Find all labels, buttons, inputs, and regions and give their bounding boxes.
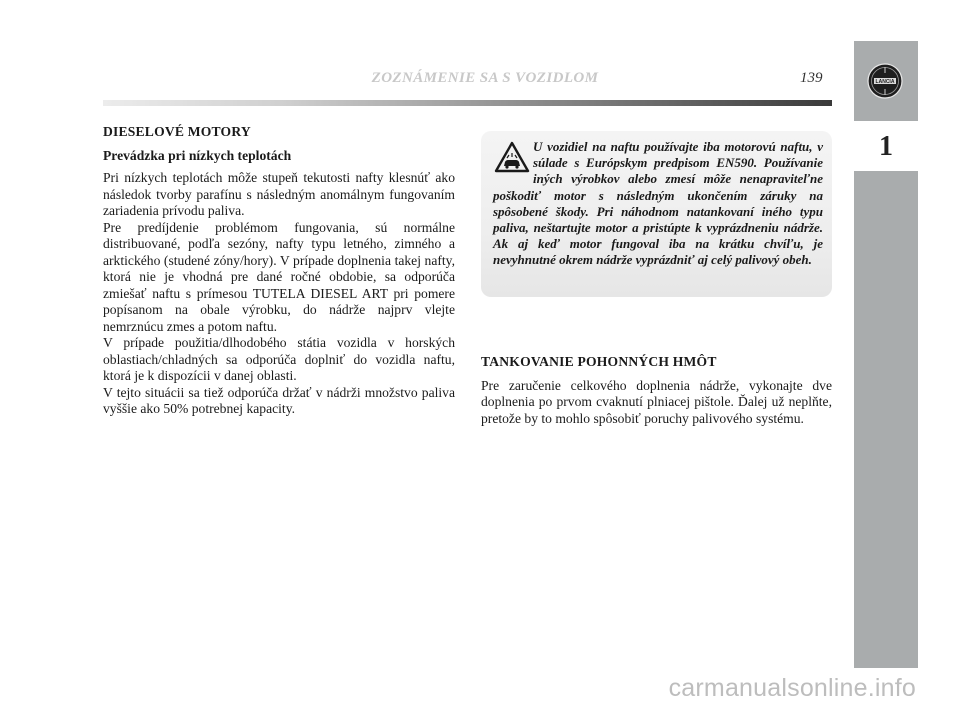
paragraph: V prípade použitia/dlhodobého státia vozidla v horských oblastiach/chladných sa odporúča doplniť do vozidla naftu, ktorá je k dispozícii v danej oblasti. (103, 335, 455, 383)
chapter-tab (854, 121, 918, 171)
warning-box (481, 131, 832, 297)
sidebar-logo-box (854, 41, 918, 121)
page-number: 139 (800, 70, 823, 86)
subsection-title-low-temperatures: Prevádzka pri nízkych teplotách (103, 147, 292, 163)
section-title-refueling: TANKOVANIE POHONNÝCH HMÔT (481, 354, 717, 369)
paragraph: Pri nízkych teplotách môže stupeň tekutosti nafty klesnúť ako následok tvorby parafínu s následným anomálnym fungovaním zariadenia prívodu paliva. (103, 170, 455, 218)
chapter-number: 1 (879, 131, 893, 162)
chapter-sidebar (854, 41, 918, 668)
header-title: ZOZNÁMENIE SA S VOZIDLOM (371, 70, 599, 86)
warning-text-content: U vozidiel na naftu používajte iba motorovú naftu, v súlade s Európskym predpisom EN590. Používanie iných výrobkov alebo zmesí môže nenapraviteľne poškodiť motor s následným ukončením záruky na spôsobené škody. Pri náhodnom natankovaní iného typu paliva, neštartujte motor a pristúpte k vyprázdneniu nádrže. Ak aj keď motor fungoval iba na krátku chvíľu, je nevyhnutné okrem nádrže vyprázdniť aj celý palivový obeh. (493, 139, 823, 268)
watermark: carmanualsonline.info (668, 674, 916, 702)
left-column (103, 124, 455, 418)
warning-text (493, 139, 823, 269)
logo-text: LANCIA (875, 79, 895, 85)
paragraph: V tejto situácii sa tiež odporúča držať v nádrži množstvo paliva vyššie ako 50% potrebnej kapacity. (103, 384, 455, 416)
lancia-logo-icon (867, 63, 903, 99)
paragraph: Pre zaručenie celkového doplnenia nádrže, vykonajte dve doplnenia po prvom cvaknutí plniacej pištole. Ďalej už neplňte, pretože by to mohlo spôsobiť poruchy palivového systému. (481, 377, 832, 426)
right-section (481, 354, 832, 427)
header-rule (103, 100, 832, 106)
paragraph: Pre predíjdenie problémom fungovania, sú normálne distribuované, podľa sezóny, nafty typu letného, zimného a arktického (studené zóny/hory). V prípade doplnenia takej nafty, ktorá nie je vhodná pre dané ročné obdobie, sa odporúča zmiešať naftu s prímesou TUTELA DIESEL ART pri pomere popísanom na obale výrobku, do nádrže najprv vlejte nemrznúcu zmes a potom naftu. (103, 219, 455, 334)
section-title-diesel-engines: DIESELOVÉ MOTORY (103, 124, 251, 139)
